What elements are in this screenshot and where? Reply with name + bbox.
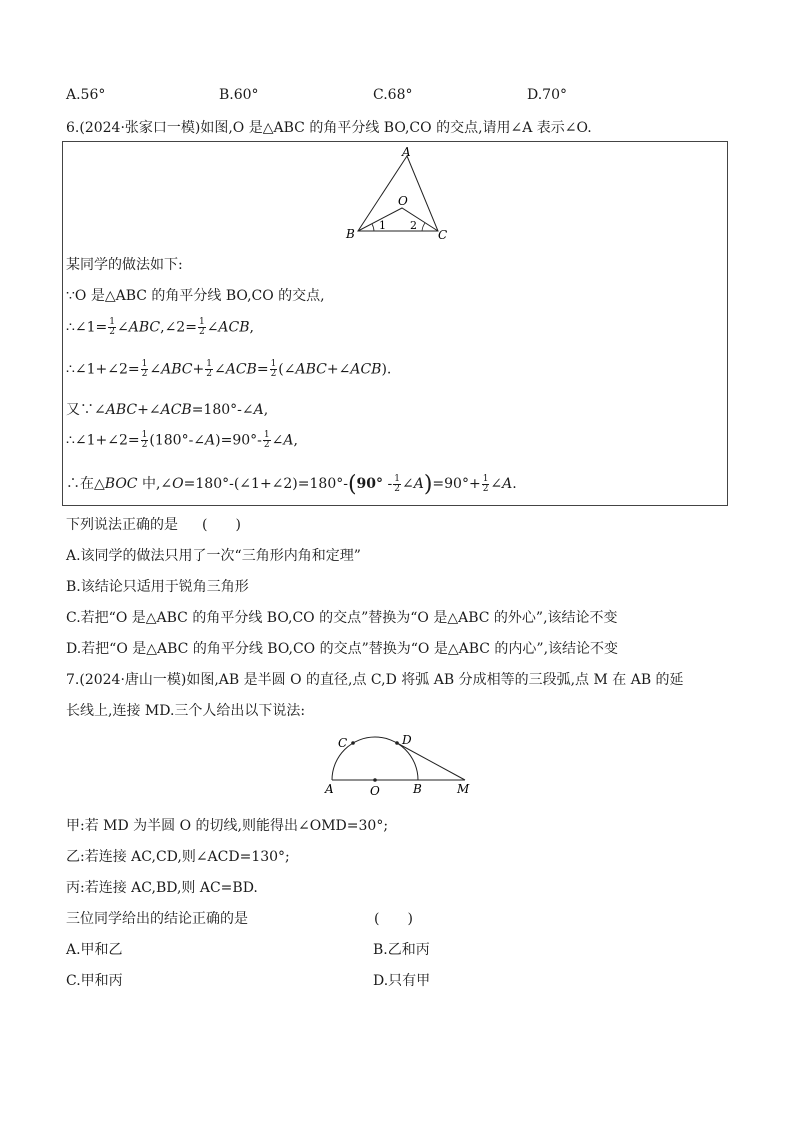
q6-work-line-2: ∴∠1= $\frac{1}{2}$ ∠ABC,∠2= $\frac{1}{2}$ ∠ACB, xyxy=(66,317,254,337)
q6-work-line-5: ∴∠1+∠2= $\frac{1}{2}$ (180°-∠A)=90°- $\frac{1}{2}$ ∠A, xyxy=(66,430,298,450)
q6-stem: 6.(2024·张家口一模)如图,O 是△ABC 的角平分线 BO,CO 的交点,请用∠A 表示∠O. xyxy=(66,120,592,136)
fraction: $\frac{1}{2}$ xyxy=(206,359,212,379)
fig6-label-a: A xyxy=(402,145,411,159)
fig6-label-1: 1 xyxy=(379,219,386,232)
q6-work-line-3: ∴∠1+∠2= $\frac{1}{2}$ ∠ABC+ $\frac{1}{2}$ ∠ACB= $\frac{1}{2}$ (∠ABC+∠ACB). xyxy=(66,359,392,379)
fraction: $\frac{1}{2}$ xyxy=(141,430,148,450)
fig7-label-a: A xyxy=(325,782,334,796)
q6-work-line-4: 又∵∠ABC+∠ACB=180°-∠A, xyxy=(66,402,269,418)
q7-statement-1: 甲:若 MD 为半圆 O 的切线,则能得出∠OMD=30°; xyxy=(66,818,389,834)
fraction: $\frac{1}{2}$ xyxy=(198,317,205,337)
q7-option-c: C.甲和丙 xyxy=(66,973,123,989)
q5-option-a: A.56° xyxy=(66,87,106,103)
answer-paren: ( ) xyxy=(374,911,413,927)
q7-stem-line-1: 7.(2024·唐山一模)如图,AB 是半圆 O 的直径,点 C,D 将弧 AB 分成相等的三段弧,点 M 在 AB 的延 xyxy=(66,672,684,688)
q7-question: 三位同学给出的结论正确的是 ( ) xyxy=(66,908,248,928)
q7-statement-2: 乙:若连接 AC,CD,则∠ACD=130°; xyxy=(66,849,290,865)
fraction: $\frac{1}{2}$ xyxy=(482,473,489,494)
fig6-label-b: B xyxy=(346,227,355,241)
q7-stem-line-2: 长线上,连接 MD.三个人给出以下说法: xyxy=(66,703,306,719)
fig7-label-m: M xyxy=(457,782,470,796)
q5-option-d: D.70° xyxy=(527,87,567,103)
q6-triangle-figure xyxy=(340,143,450,243)
q6-option-a: A.该同学的做法只用了一次“三角形内角和定理” xyxy=(66,548,361,564)
fig6-label-2: 2 xyxy=(410,219,417,232)
q6-option-c: C.若把“O 是△ABC 的角平分线 BO,CO 的交点”替换为“O 是△ABC 的外心”,该结论不变 xyxy=(66,610,618,626)
q6-question: 下列说法正确的是 ( ) xyxy=(66,517,241,533)
q5-option-c: C.68° xyxy=(373,87,413,103)
q6-work-line-6: ∴在△BOC 中,∠O=180°-(∠1+∠2)=180°-(90° - $\frac{1}{2}$ ∠A)=90°+ $\frac{1}{2}$ ∠A. xyxy=(66,472,517,497)
q7-option-b: B.乙和丙 xyxy=(373,942,430,958)
fig7-label-d: D xyxy=(402,733,412,747)
fraction: $\frac{1}{2}$ xyxy=(270,359,277,379)
fig6-label-c: C xyxy=(438,228,448,242)
fig7-label-o: O xyxy=(370,784,380,797)
fraction: $\frac{1}{2}$ xyxy=(263,430,270,450)
q7-statement-3: 丙:若连接 AC,BD,则 AC=BD. xyxy=(66,880,258,896)
q7-option-d: D.只有甲 xyxy=(373,973,431,989)
q6-option-b: B.该结论只适用于锐角三角形 xyxy=(66,579,249,595)
q6-work-line-1: ∵O 是△ABC 的角平分线 BO,CO 的交点, xyxy=(66,288,325,304)
q7-semicircle-figure xyxy=(320,727,470,797)
answer-paren: ( ) xyxy=(202,517,241,533)
fig6-label-o: O xyxy=(398,194,408,208)
q5-option-b: B.60° xyxy=(219,87,259,103)
fig7-label-b: B xyxy=(413,782,422,796)
q6-work-intro: 某同学的做法如下: xyxy=(66,257,183,273)
q7-option-a: A.甲和乙 xyxy=(66,942,123,958)
fig7-label-c: C xyxy=(338,736,348,750)
fraction: $\frac{1}{2}$ xyxy=(141,359,148,379)
q6-option-d: D.若把“O 是△ABC 的角平分线 BO,CO 的交点”替换为“O 是△ABC 的内心”,该结论不变 xyxy=(66,641,619,657)
fraction: $\frac{1}{2}$ xyxy=(109,317,116,337)
fraction: $\frac{1}{2}$ xyxy=(394,473,400,494)
